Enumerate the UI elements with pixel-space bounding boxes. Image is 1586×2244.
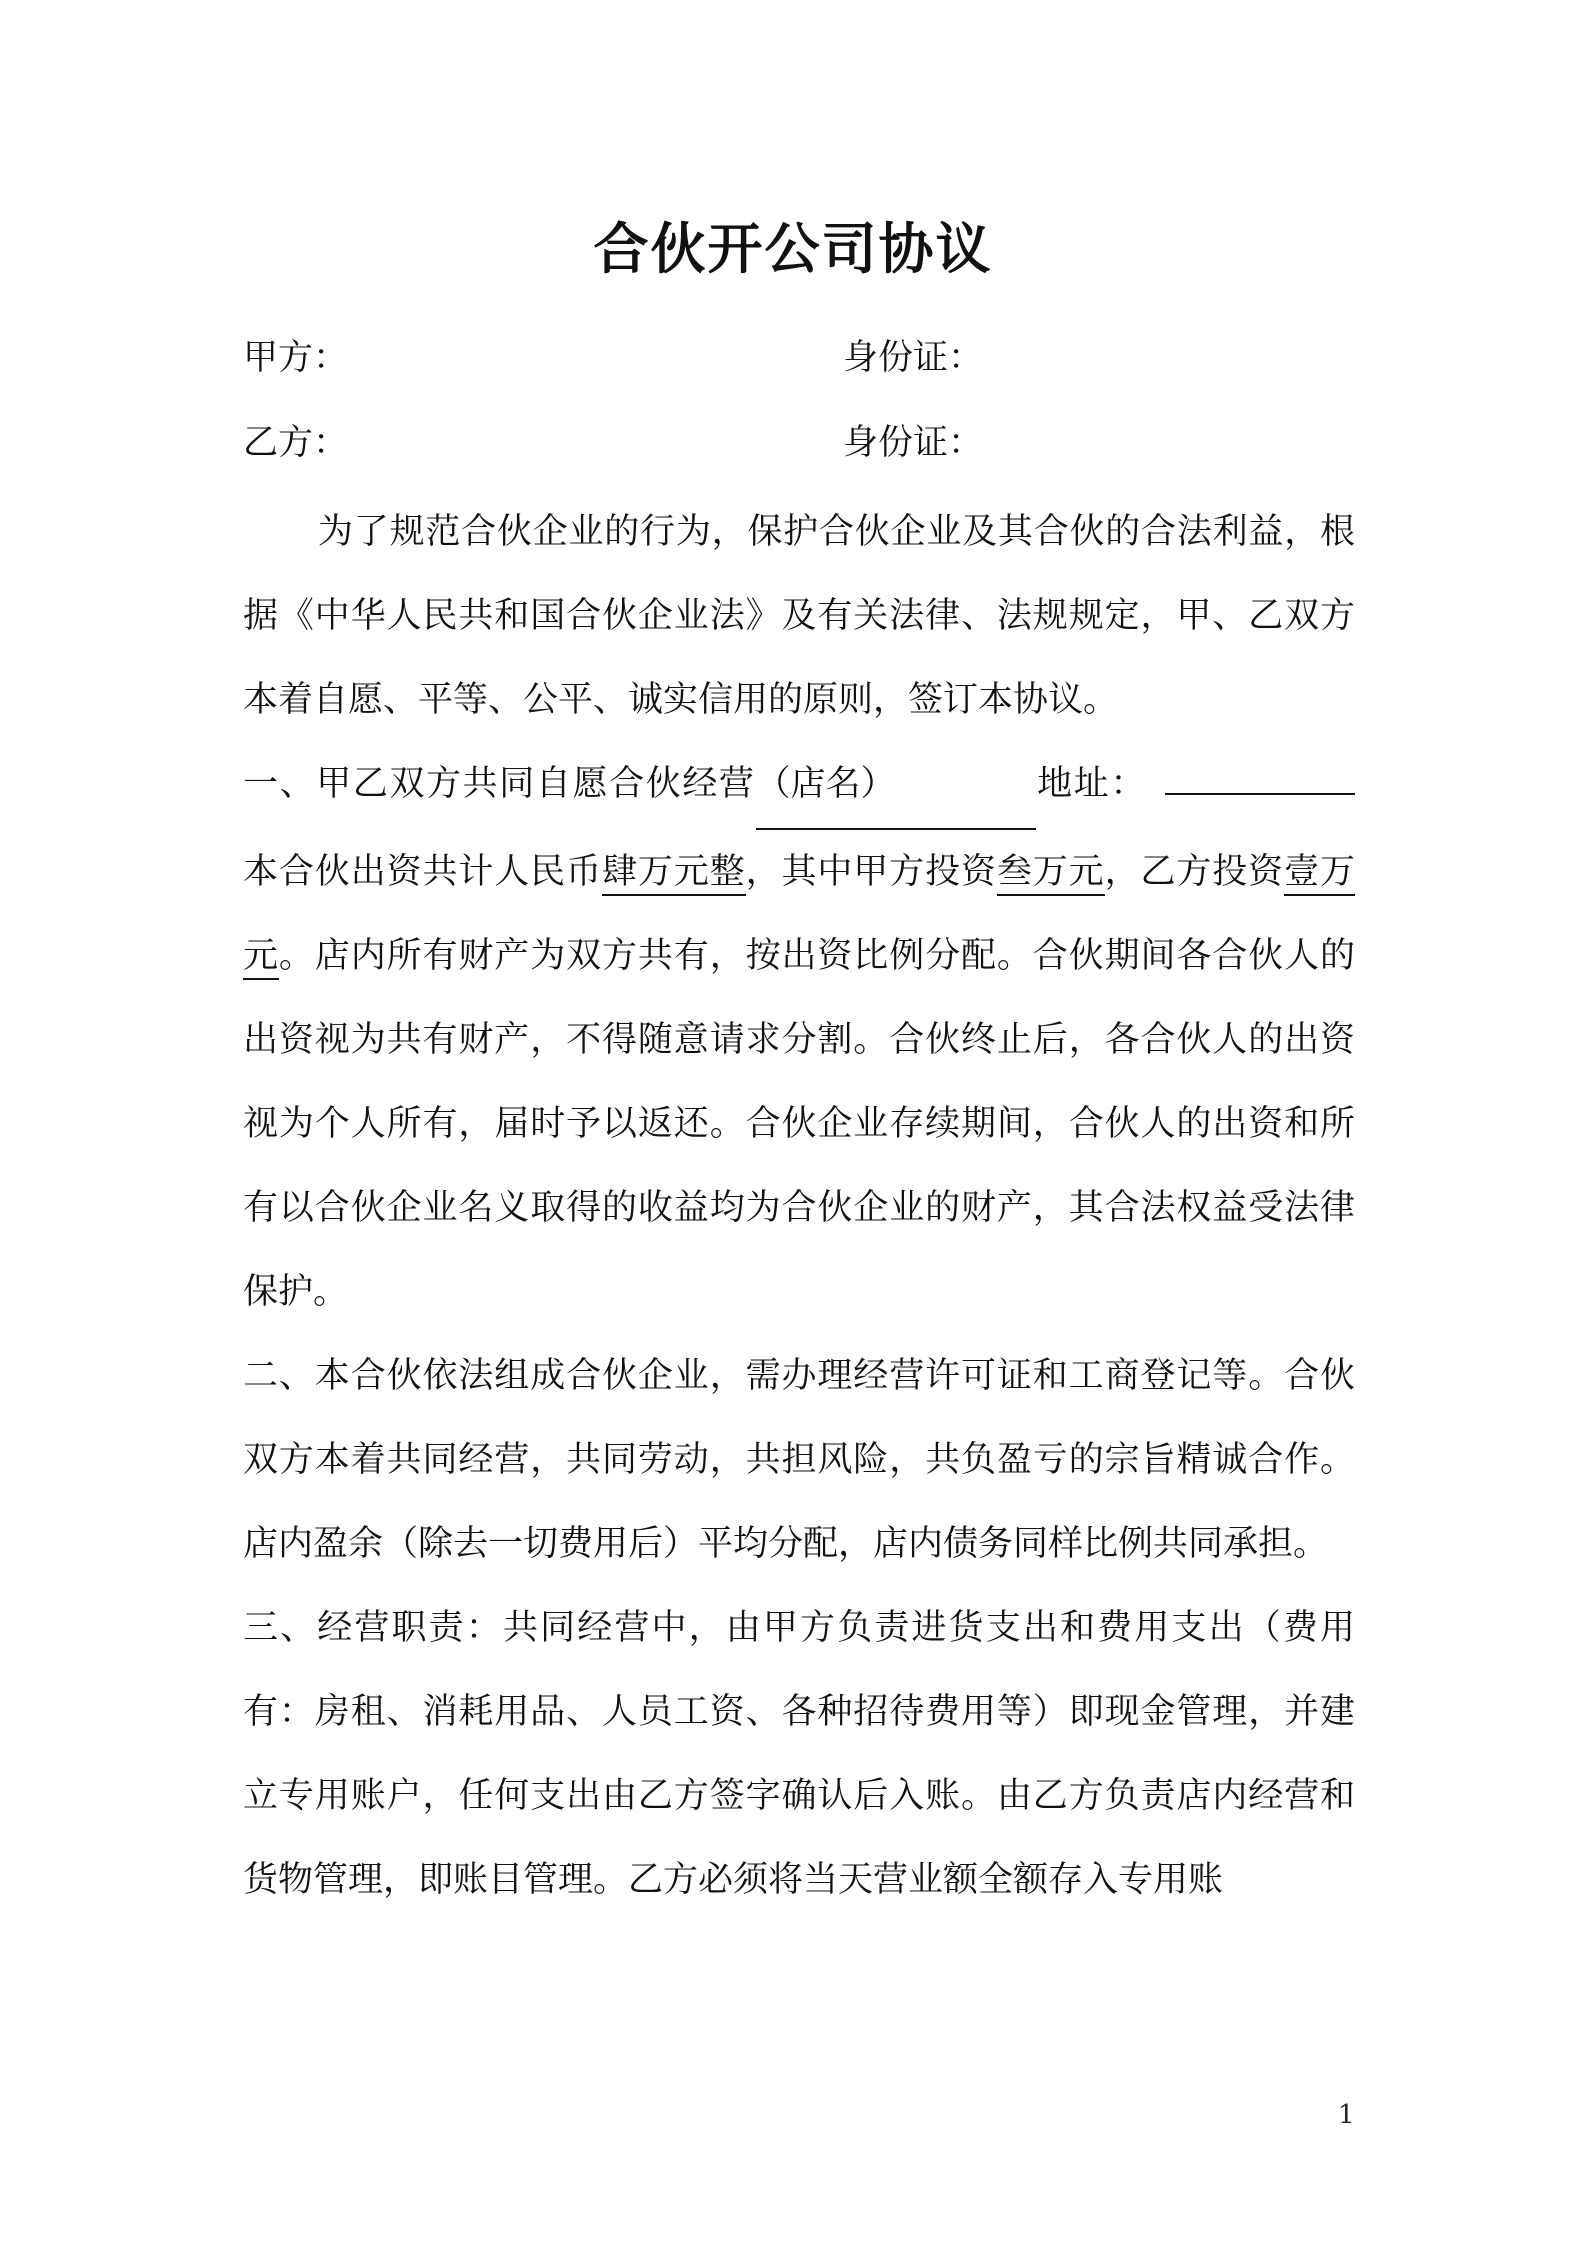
clause-2-paragraph: 二、本合伙依法组成合伙企业，需办理经营许可证和工商登记等。合伙双方本着共同经营，共同劳动，共担风险，共负盈亏的宗旨精诚合作。店内盈余（除去一切费用后）平均分配，店内债务同样比例共同承担。 (243, 1356, 1355, 1564)
preamble-paragraph: 为了规范合伙企业的行为，保护合伙企业及其合伙的合法利益，根据《中华人民共和国合伙企业法》及有关法律、法规规定，甲、乙双方本着自愿、平等、公平、诚实信用的原则，签订本协议。 (243, 512, 1355, 720)
party-b-investment-text: ，乙方投资 (1104, 852, 1285, 892)
party-a-label: 甲方： (243, 338, 349, 378)
store-name-field: （店名） (756, 742, 1036, 830)
party-a-amount: 叁万元 (997, 852, 1105, 896)
party-b-label: 乙方： (243, 423, 349, 463)
page-number: 1 (1338, 2100, 1355, 2130)
party-a-id-label: 身份证： (843, 338, 984, 378)
party-b-id-label: 身份证： (843, 423, 984, 463)
agreement-body (243, 490, 1355, 1922)
clause-3-paragraph: 三、经营职责：共同经营中，由甲方负责进货支出和费用支出（费用有：房租、消耗用品、人员工资、各种招待费用等）即现金管理，并建立专用账户，任何支出由乙方签字确认后入账。由乙方负责店内经营和货物管理，即账目管理。乙方必须将当天营业额全额存入专用账 (243, 1608, 1355, 1900)
total-amount: 肆万元整 (602, 852, 746, 896)
clause-1-lead: 一、甲乙双方共同自愿合伙经营 (243, 764, 756, 804)
address-blank (1165, 755, 1355, 795)
clause-1-rest: 。店内所有财产为双方共有，按出资比例分配。合伙期间各合伙人的出资视为共有财产，不得随意请求分割。合伙终止后，各合伙人的出资视为个人所有，届时予以返还。合伙企业存续期间，合伙人的出资和所有以合伙企业名义取得的收益均为合伙企业的财产，其合法权益受法律保护。 (243, 936, 1355, 1312)
document-title: 合伙开公司协议 (593, 217, 993, 281)
capital-text: 本合伙出资共计人民币 (243, 852, 602, 892)
clause-1-paragraph (243, 742, 1355, 1334)
party-b-amount: 壹万元 (243, 852, 1355, 980)
party-a-investment-text: ，其中甲方投资 (745, 852, 997, 892)
address-label: 地址： (1035, 764, 1147, 804)
